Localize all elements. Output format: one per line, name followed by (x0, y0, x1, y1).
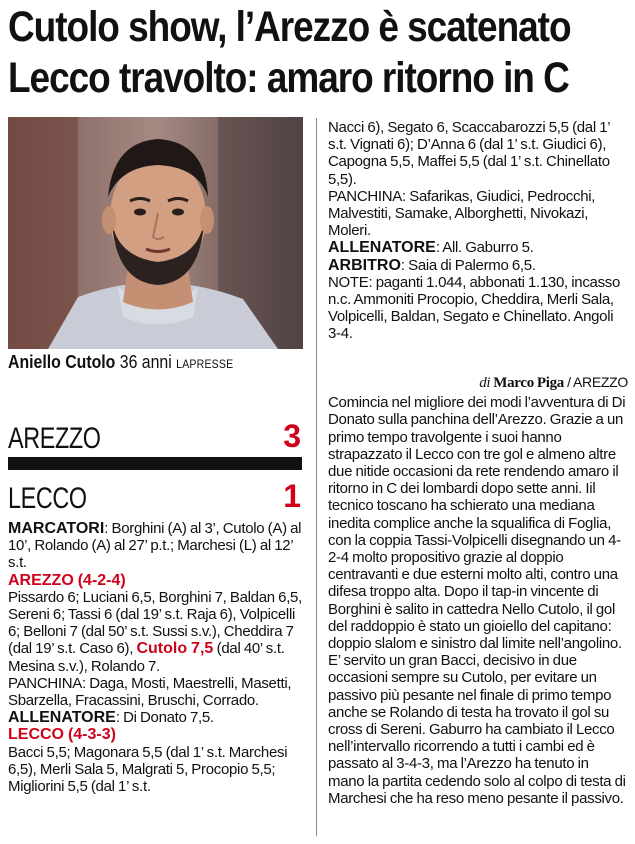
note: NOTE: paganti 1.044, abbonati 1.130, incasso n.c. Ammoniti Procopio, Cheddira, Merli Sala, Volpicelli, Baldan, Segato e Chinellato. Angoli 3-4. (328, 273, 621, 343)
caption-name: Aniello Cutolo (8, 352, 116, 372)
arezzo-allenatore (8, 709, 304, 726)
headline (8, 2, 571, 104)
article-body: Comincia nel migliore dei modi l’avventura di Di Donato sulla panchina dell’Arezzo. Grazie a un primo tempo travolgente i suoi hanno strapazzato il Lecco con tre gol e almeno altre due nitide occasioni da rete rendendo amaro il ritorno in C dei lombardi dopo sette anni. Iil tecnico toscano ha schierato una mediana inedita complice anche la squalifica di Foglia, con la coppia Tassi-Volpicelli disegnando un 4-2-4 molto propositivo grazie al doppio centravanti e due esterni molto alti, contro una difesa troppo alta. Dopo il tap-in vincente di Borghini è salito in cattedra Nello Cutolo, il gol del raddoppio è stato un gioiello del capitano: doppio slalom e sinistro dal limite nell’angolino. E’ servito un gran Bacci, decisivo in due occasioni sempre su Cutolo, per evitare un passivo più pesante nel finale di primo tempo anche se Rolando di testa ha trovato il gol su cross di Sereni. Gaburro ha cambiato il Lecco nell’intervallo ricorrendo a tutti i cambi ed è passato al 3-4-3, ma l’Arezzo ha tenuto in mano la partita cedendo solo al colpo di testa di Marchesi che ha reso meno pesante il passivo. (328, 394, 626, 807)
arbitro (328, 257, 628, 274)
home-team-score: 3 (283, 418, 301, 454)
byline-author: Marco Piga (493, 375, 565, 391)
caption-age: 36 anni (119, 352, 172, 372)
byline (328, 374, 628, 392)
away-team-score: 1 (283, 478, 301, 514)
arezzo-panchina: PANCHINA: Daga, Mosti, Maestrelli, Masetti, Sbarzella, Fracassini, Bruschi, Corrado. (8, 674, 292, 710)
arezzo-players-a: Pissardo 6; Luciani 6,5, Borghini 7, Baldan 6,5, Sereni 6; Tassi 6 (dal 19’ s.t. Raja 6), Volpicelli 6; Belloni 7 (dal 50’ s.t. Sussi s.v.), Cheddira 7 (dal 19’ s.t. Caso 6), (8, 588, 302, 658)
marcatori-label: MARCATORI (8, 520, 105, 537)
byline-di: di (479, 375, 491, 391)
score-row-home (8, 418, 303, 458)
headline-line-2: Lecco travolto: amaro ritorno in C (8, 54, 569, 102)
player-portrait-icon (8, 117, 303, 349)
headline-line-1: Cutolo show, l’Arezzo è scatenato (8, 3, 571, 51)
column-divider (316, 118, 317, 836)
caption-credit: LAPRESSE (176, 357, 234, 371)
lecco-allenatore (328, 239, 628, 256)
lecco-allenatore-label: ALLENATORE (328, 239, 436, 257)
home-team-name: AREZZO (8, 422, 101, 455)
score-divider (8, 457, 302, 470)
marcatori-text: : Borghini (A) al 3’, Cutolo (A) al 10’, Rolando (A) al 27’ p.t.; Marchesi (L) al 12’ s.t. (8, 520, 302, 572)
article (328, 374, 628, 807)
lecco-players-b: Nacci 6), Segato 6, Scaccabarozzi 5,5 (dal 1’ s.t. Vignati 6); D’Anna 6 (dal 1’ s.t. Giudici 6), Capogna 5,5, Maffei 5,5 (dal 1’ s.t. Chinellato 5,5). (328, 119, 610, 188)
arezzo-star-player: Cutolo 7,5 (136, 640, 214, 658)
arezzo-module: AREZZO (4-2-4) (8, 571, 126, 589)
arbitro-label: ARBITRO (328, 256, 401, 274)
lecco-allenatore-text: : All. Gaburro 5. (435, 239, 534, 257)
arezzo-players-b: (dal 40’ s.t. Mesina s.v.), Rolando 7. (8, 640, 285, 675)
arezzo-allenatore-label: ALLENATORE (8, 709, 116, 727)
lecco-panchina: PANCHINA: Safarikas, Giudici, Pedrocchi, Malvestiti, Samake, Alborghetti, Nivokazi, Moleri. (328, 187, 596, 240)
byline-location: / AREZZO (564, 374, 628, 390)
player-photo (8, 117, 303, 349)
score-row-away (8, 478, 303, 518)
arezzo-players (8, 589, 304, 675)
marcatori (8, 520, 304, 572)
away-team-name: LECCO (8, 482, 87, 515)
arezzo-allenatore-text: : Di Donato 7,5. (115, 709, 214, 727)
tabellino-left (8, 520, 304, 795)
lecco-module: LECCO (4-3-3) (8, 726, 116, 744)
photo-caption (8, 352, 272, 373)
tabellino-right (328, 119, 628, 343)
arbitro-text: : Saia di Palermo 6,5. (400, 256, 536, 274)
lecco-players-a: Bacci 5,5; Magonara 5,5 (dal 1’ s.t. Marchesi 6,5), Merli Sala 5, Malgrati 5, Procopio 5,5; Migliorini 5,5 (dal 1’ s.t. (8, 743, 288, 796)
